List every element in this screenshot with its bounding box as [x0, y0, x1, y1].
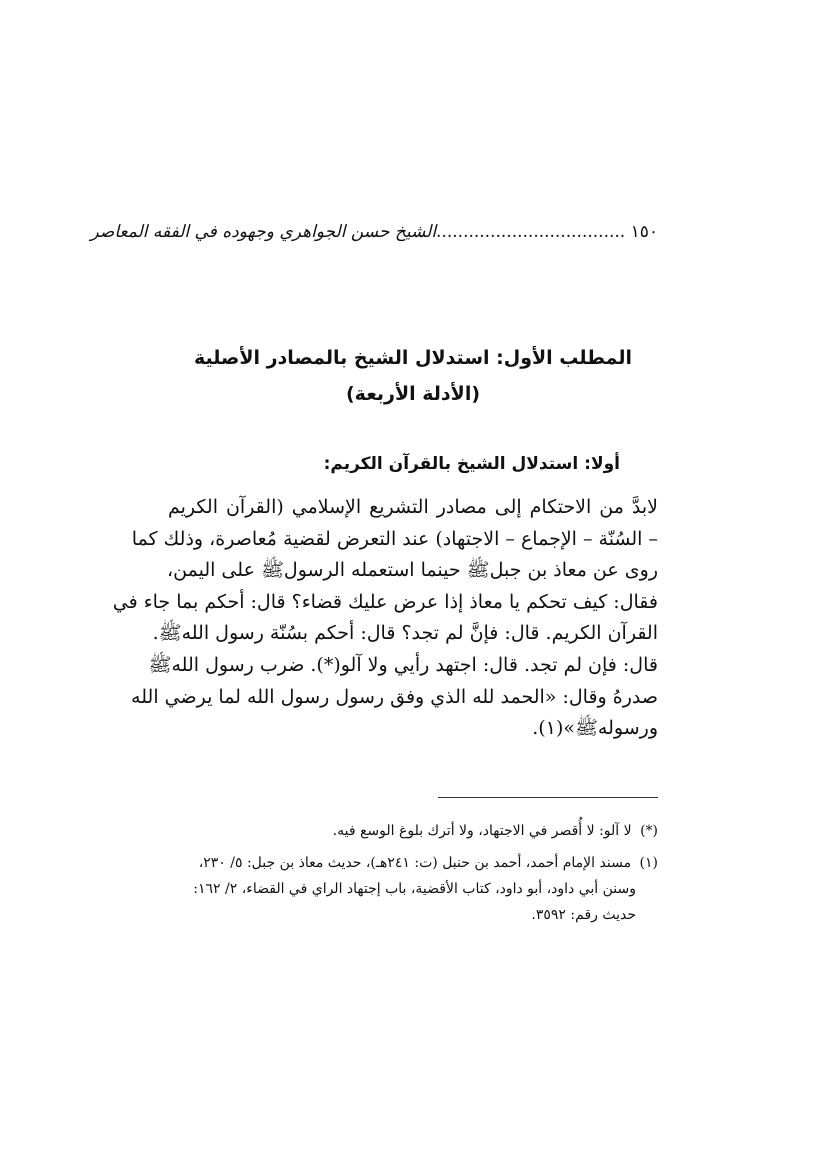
paragraph-line: لابدَّ من الاحتكام إلى مصادر التشريع الإسلامي (القرآن الكريم	[168, 496, 658, 518]
paragraph-line: روى عن معاذ بن جبلﷺ حينما استعمله الرسولﷺ على اليمن،	[167, 559, 658, 582]
footnote-line: (*) لا آلو: لا أُقصر في الاجتهاد، ولا أترك بلوغ الوسع فيه.	[332, 823, 658, 839]
footnote-line: حديث رقم: ٣٥٩٢.	[531, 907, 636, 923]
header-leader-dots: ...................................	[436, 222, 626, 242]
paragraph-line: قال: فإن لم تجد. قال: اجتهد رأيي ولا آلو(*). ضرب رسول اللهﷺ	[148, 653, 658, 676]
book-title: الشيخ حسن الجواهري وجهوده في الفقه المعاصر	[90, 222, 437, 242]
footnote-line: وسنن أبي داود، أبو داود، كتاب الأقضية، باب إجتهاد الراي في القضاء، ٢/ ١٦٢:	[193, 881, 636, 897]
section-title-line-2: (الأدلة الأربعة)	[345, 383, 481, 405]
page-number: ١٥٠	[630, 222, 658, 242]
section-title	[168, 340, 658, 412]
paragraph-line: ورسولهﷺ»(١).	[532, 717, 658, 740]
section-title-line-1: المطلب الأول: استدلال الشيخ بالمصادر الأصلية	[193, 347, 633, 369]
footnote	[168, 818, 658, 844]
running-header	[90, 222, 658, 252]
footnote-line: (١) مسند الإمام أحمد، أحمد بن حنبل (ت: ٢٤١هـ)، حديث معاذ بن جبل: ٥/ ٢٣٠،	[198, 855, 658, 871]
footnote-marker: (١)	[639, 855, 658, 871]
footnote-marker: (*)	[640, 823, 658, 839]
paragraph-line: صدرهُ وقال: «الحمد لله الذي وفق رسول رسول الله لما يرضي الله	[131, 685, 658, 708]
paragraph-line: – السُنّة – الإجماع – الاجتهاد) عند التعرض لقضية مُعاصرة، وذلك كما	[131, 527, 658, 550]
paragraph-line: فقال: كيف تحكم يا معاذ إذا عرض عليك قضاء؟ قال: أحكم بما جاء في	[112, 590, 658, 613]
footnote	[168, 850, 658, 928]
footnotes	[168, 818, 658, 934]
body-paragraph	[112, 492, 658, 745]
paragraph-line: القرآن الكريم. قال: فإنَّ لم تجد؟ قال: أحكم بسُنّة رسول اللهﷺ.	[152, 622, 658, 645]
footnote-divider	[438, 797, 658, 798]
subheading: أولا: استدلال الشيخ بالقرآن الكريم:	[323, 454, 620, 474]
